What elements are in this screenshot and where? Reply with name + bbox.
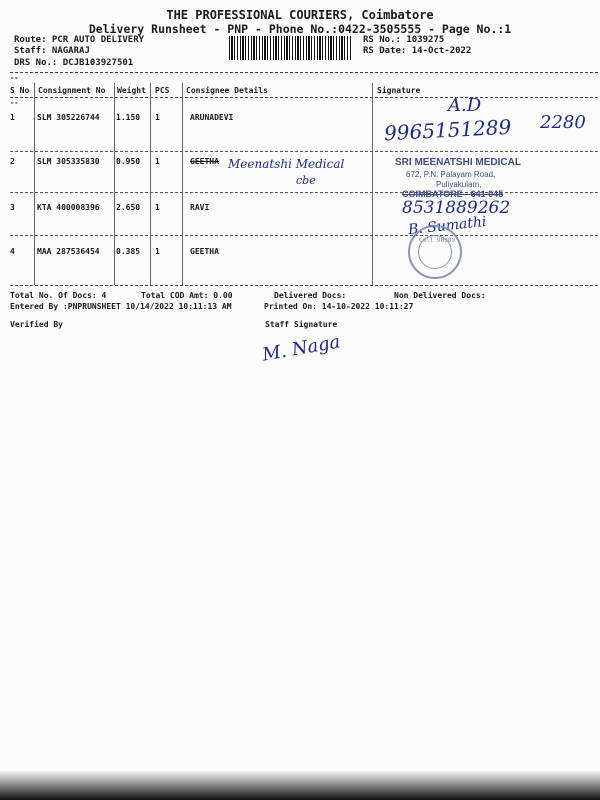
row-4-sno: 4 xyxy=(10,247,15,256)
column-line xyxy=(114,83,115,285)
row-3-weight: 2.650 xyxy=(116,203,141,212)
handwritten-phone: 9965151289 xyxy=(383,114,512,146)
page-title: THE PROFESSIONAL COURIERS, Coimbatore xyxy=(166,8,434,22)
total-docs: Total No. Of Docs: 4 xyxy=(10,291,107,300)
verified-by: Verified By xyxy=(10,320,63,329)
pharmacy-stamp-city: COIMBATORE - 641 045 xyxy=(402,189,504,199)
col-header-consignment: Consignment No xyxy=(38,86,106,95)
delivered-docs: Delivered Docs: xyxy=(274,291,347,300)
row-4-pcs: 1 xyxy=(155,247,160,256)
pharmacy-stamp-address: 672, P.N. Palayam Road, xyxy=(406,170,496,179)
column-line xyxy=(372,83,373,285)
row-divider xyxy=(10,235,598,236)
staff-signature-label: Staff Signature xyxy=(265,320,338,329)
col-header-weight: Weight xyxy=(117,86,146,95)
dash-marker: -- xyxy=(10,74,19,82)
row-3-sno: 3 xyxy=(10,203,15,212)
rs-number: RS No.: 1039275 xyxy=(363,35,445,45)
page-subtitle: Delivery Runsheet - PNP - Phone No.:0422-3505555 - Page No.:1 xyxy=(88,22,512,36)
handwritten-signature: B. Sumathi xyxy=(407,213,488,239)
divider xyxy=(10,285,598,286)
row-2-pcs: 1 xyxy=(155,157,160,166)
row-2-consignee: GEETHA xyxy=(190,157,219,166)
row-1-consignee: ARUNADEVI xyxy=(190,113,234,122)
total-cod: Total COD Amt: 0.00 xyxy=(141,291,233,300)
scan-edge xyxy=(0,770,600,800)
row-4-consignment: MAA 287536454 xyxy=(37,247,100,256)
row-divider xyxy=(10,151,598,152)
pharmacy-stamp-address: Puliyakulam, xyxy=(436,180,482,189)
col-header-consignee: Consignee Details xyxy=(186,86,268,95)
row-1-pcs: 1 xyxy=(155,113,160,122)
printed-on: Printed On: 14-10-2022 10:11:27 xyxy=(264,302,414,311)
row-3-consignment: KTA 400008396 xyxy=(37,203,100,212)
dash-marker: -- xyxy=(10,99,19,107)
row-4-consignee: GEETHA xyxy=(190,247,219,256)
column-line xyxy=(150,83,151,285)
non-delivered-docs: Non Delivered Docs: xyxy=(394,291,486,300)
route-label: Route: PCR AUTO DELIVERY xyxy=(14,35,145,45)
divider xyxy=(10,97,598,98)
row-3-consignee: RAVI xyxy=(190,203,210,212)
col-header-pcs: PCS xyxy=(155,86,170,95)
handwritten-note: 2280 xyxy=(540,112,586,133)
col-header-sno: S No xyxy=(10,86,30,95)
staff-label: Staff: NAGARAJ xyxy=(14,46,90,56)
handwritten-note: cbe xyxy=(296,174,316,187)
round-stamp-text: Cell 90009 xyxy=(418,235,452,269)
staff-signature: M. Naga xyxy=(260,331,342,366)
entered-by: Entered By :PNPRUNSHEET 10/14/2022 10:11:13 AM xyxy=(10,302,232,311)
row-2-consignment: SLM 305335830 xyxy=(37,157,100,166)
row-3-pcs: 1 xyxy=(155,203,160,212)
col-header-signature: Signature xyxy=(377,86,421,95)
pharmacy-stamp-name: SRI MEENATSHI MEDICAL xyxy=(395,157,521,168)
row-4-weight: 0.385 xyxy=(116,247,141,256)
handwritten-phone: 8531889262 xyxy=(402,198,511,218)
handwritten-note: Meenatshi Medical xyxy=(228,157,345,171)
rs-date: RS Date: 14-Oct-2022 xyxy=(363,46,472,56)
row-divider xyxy=(10,192,598,193)
row-1-weight: 1.150 xyxy=(116,113,141,122)
row-2-weight: 0.950 xyxy=(116,157,141,166)
divider xyxy=(10,72,598,73)
drs-number: DRS No.: DCJB103927501 xyxy=(14,58,134,68)
column-line xyxy=(182,83,183,285)
row-2-sno: 2 xyxy=(10,157,15,166)
row-1-consignment: SLM 305226744 xyxy=(37,113,100,122)
column-line xyxy=(34,83,35,285)
handwritten-initials: A.D xyxy=(448,95,482,116)
barcode xyxy=(229,36,351,60)
round-stamp xyxy=(408,225,462,279)
row-1-sno: 1 xyxy=(10,113,15,122)
